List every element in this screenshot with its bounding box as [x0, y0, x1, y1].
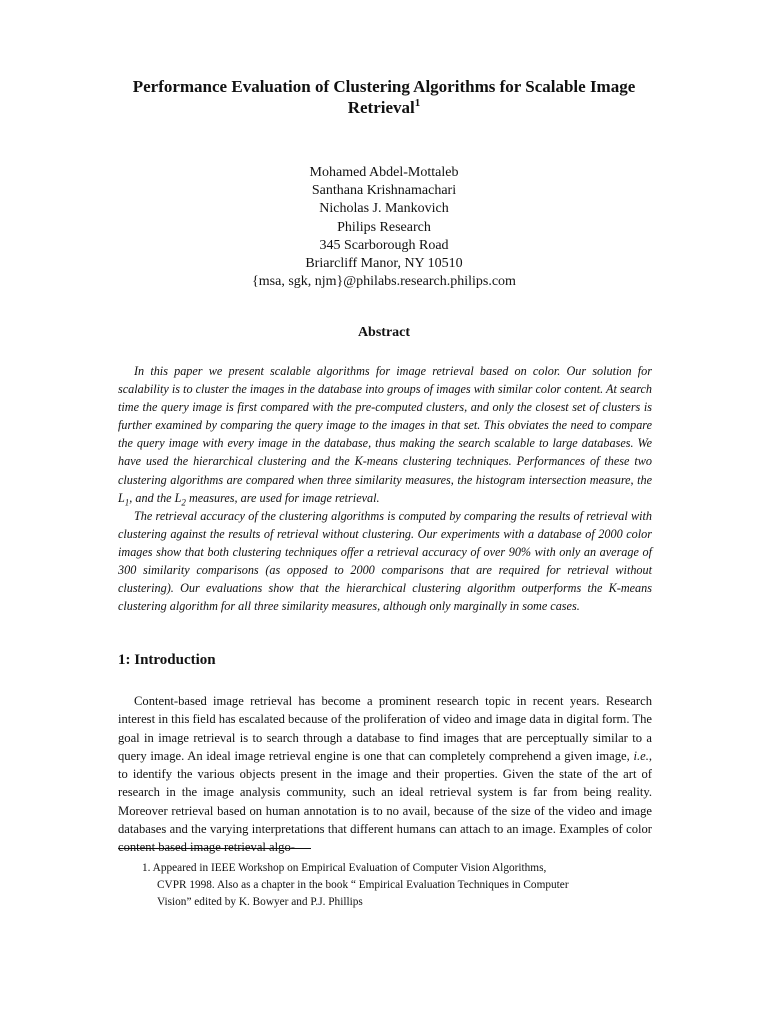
abstract-body — [118, 362, 652, 615]
author-block — [150, 164, 618, 291]
footnote — [142, 860, 662, 911]
author-emails: {msa, sgk, njm}@philabs.research.philips.com — [252, 274, 516, 290]
author-name: Nicholas J. Mankovich — [319, 201, 449, 217]
subscript: 2 — [181, 497, 186, 508]
title-line-2 — [100, 97, 668, 118]
address-street: 345 Scarborough Road — [319, 237, 449, 253]
affiliation: Philips Research — [337, 219, 431, 235]
address-city: Briarcliff Manor, NY 10510 — [305, 256, 463, 272]
title-line-1: Performance Evaluation of Clustering Algorithms for Scalable Image — [132, 77, 636, 96]
author-name: Santhana Krishnamachari — [311, 183, 457, 199]
introduction-paragraph — [118, 692, 652, 857]
footnote-line: 1. Appeared in IEEE Workshop on Empirical Evaluation of Computer Vision Algorithms, — [142, 862, 547, 874]
footnote-line: Vision” edited by K. Bowyer and P.J. Phillips — [157, 896, 363, 908]
abstract-heading: Abstract — [357, 325, 411, 340]
abstract-paragraph-1 — [118, 362, 652, 507]
paper-title — [100, 76, 668, 118]
intro-text: , to identify the various objects present in the image and their properties. Given the state of the art of research in the image analysis community, such an ideal retrieval system is far from being reality. Moreover retrieval based on human annotation is to no avail, because of the size of the video and image databases and the varying interpretations that different humans can attach to an image. Examples of color content based image retrieval algo- — [118, 748, 652, 855]
subscript: 1 — [124, 497, 130, 508]
abstract-text: measures, are used for image retrieval. — [185, 490, 380, 505]
footnote-line: CVPR 1998. Also as a chapter in the book “ Empirical Evaluation Techniques in Computer — [157, 879, 569, 891]
intro-text: Content-based image retrieval has become a prominent research topic in recent years. Research interest in this field has escalated because of the proliferation of video and image data in digital form. The goal in image retrieval is to search through a database to find images that are perceptually similar to a query image. An ideal image retrieval engine is one that can completely comprehend a given image, — [118, 694, 652, 763]
abstract-text: , and the L — [129, 490, 182, 505]
intro-italic: i.e. — [633, 748, 649, 763]
abstract-text: In this paper we present scalable algorithms for image retrieval based on color. Our solution for scalability is to cluster the images in the database into groups of images with similar color content. At search time the query image is first compared with the pre-computed clusters, and only the closest set of clusters is further examined by comparing the query image to the images in that set. This obviates the need to compare the query image with every image in the database, thus making the search scalable to large databases. We have used the hierarchical clustering and the K-means clustering techniques. Performances of these two clustering algorithms are compared when three similarity measures, the histogram intersection measure, the L — [118, 364, 652, 505]
author-name: Mohamed Abdel-Mottaleb — [309, 165, 459, 180]
section-heading-introduction: 1: Introduction — [118, 652, 216, 668]
title-footnote-marker[interactable]: 1 — [414, 97, 421, 109]
introduction-body — [118, 692, 652, 857]
footnote-divider — [118, 848, 311, 849]
abstract-paragraph-2: The retrieval accuracy of the clustering algorithms is computed by comparing the results of retrieval with clustering against the results of retrieval without clustering. Our experiments with a database of 2000 color images show that both clustering techniques offer a retrieval accuracy of over 90% with only an average of 300 similarity comparisons (as opposed to 2000 comparisons that are required for retrieval without clustering). Our evaluations show that the hierarchical clustering algorithm outperforms the K-means clustering algorithm for all three similarity measures, although only marginally in some cases. — [118, 508, 652, 614]
title-line-2-text: Retrieval — [347, 98, 415, 117]
